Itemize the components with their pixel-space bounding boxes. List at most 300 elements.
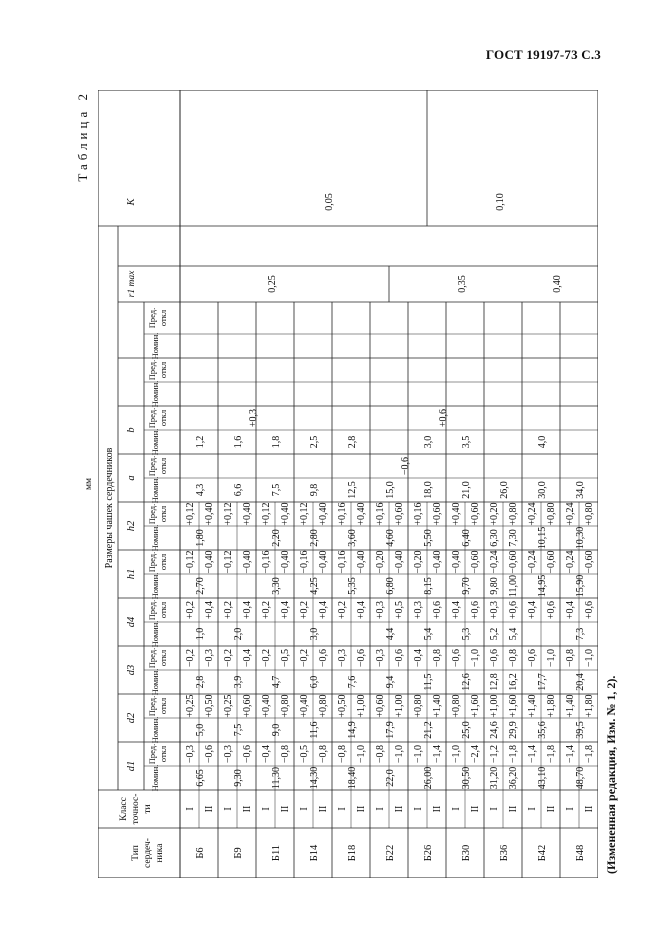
r1-value: 0,40 [552,275,563,293]
h1-deviation: −0,20 [375,550,386,574]
h1-deviation: −0,16 [261,550,272,574]
d4-deviation: +0,4 [565,600,576,620]
d2-nominal: 25,0 [461,721,472,739]
header-nom: Номин. [150,716,160,744]
d4-deviation: +0,4 [318,600,329,620]
d3-nominal: 16,2 [508,673,519,691]
b-nominal: 3,0 [423,435,434,449]
d3-deviation: −0,3 [375,648,386,668]
d3-nominal: 7,6 [347,675,358,689]
d2-deviation: +0,80 [451,694,462,718]
header-a: a [126,475,137,481]
h1-nominal: 2,70 [195,577,206,595]
d4-deviation: +0,2 [299,600,310,620]
d1-deviation: −0,8 [375,744,386,764]
d2-deviation: +0,25 [223,694,234,718]
d4-deviation: +0,2 [337,600,348,620]
h2-deviation: +0,40 [356,502,367,526]
d3-deviation: −0,6 [356,648,367,668]
header-nom: Номин. [150,476,160,504]
d2-nominal: 9,0 [271,723,282,737]
b-deviation: +0,3 [248,408,259,428]
h2-nominal: 10,30 [575,526,586,550]
header-class: точнос- [131,793,141,825]
d2-deviation: +0,25 [185,694,196,718]
h1-deviation: −0,12 [223,550,234,574]
accuracy-class: I [413,807,424,811]
d4-deviation: +0,4 [204,600,215,620]
d3-deviation: −0,4 [242,648,253,668]
a-nominal: 34,0 [575,481,586,499]
h1-deviation: −0,16 [299,550,310,574]
d3-deviation: −0,2 [261,648,272,668]
a-nominal: 9,8 [309,483,320,497]
d2-nominal: 7,5 [233,723,244,737]
d3-nominal: 4,7 [271,675,282,689]
b-nominal: 1,8 [271,435,282,449]
h2-deviation: +0,12 [299,502,310,526]
d2-deviation: +0,50 [204,694,215,718]
h1-nominal: 5,35 [347,577,358,595]
d1-deviation: −2,4 [470,744,481,764]
h1-deviation: −0,24 [527,550,538,574]
header-K: K [126,198,137,206]
d3-deviation: −0,2 [185,648,196,668]
d1-deviation: −1,4 [527,744,538,764]
d4-deviation: +0,2 [185,600,196,620]
accuracy-class: I [261,807,272,811]
accuracy-class: II [318,805,329,813]
d1-deviation: −1,4 [432,744,443,764]
a-nominal: 15,0 [385,481,396,499]
header-nom: Номин. [150,524,160,552]
header-nom: Номин. [150,620,160,648]
d1-deviation: −0,3 [223,744,234,764]
d2-deviation: +1,80 [584,694,595,718]
header-r1max: r1 max [127,270,137,298]
d4-nominal: 5,4 [423,627,434,641]
accuracy-class: II [546,805,557,813]
h2-deviation: +0,40 [242,502,253,526]
a-nominal: 4,3 [195,483,206,497]
header-b: b [126,427,137,433]
accuracy-class: II [204,805,215,813]
h2-deviation: +0,24 [527,502,538,526]
h2-nominal: 5,50 [423,529,434,547]
d4-deviation: +0,5 [394,600,405,620]
d2-deviation: +0,80 [413,694,424,718]
header-type: сердеч- [143,838,153,868]
d3-nominal: 12,8 [489,673,500,691]
d3-nominal: 20,4 [575,673,586,691]
h1-nominal: 6,80 [385,577,396,595]
core-type: Б26 [423,844,434,862]
r1-value: 0,35 [457,275,468,293]
d2-nominal: 14,9 [347,721,358,739]
h1-deviation: −0,40 [280,550,291,574]
accuracy-class: I [185,807,196,811]
d3-deviation: −0,6 [451,648,462,668]
accuracy-class: I [375,807,386,811]
a-nominal: 12,5 [347,481,358,499]
header-dev: Пред. [147,551,157,573]
h1-deviation: −0,20 [413,550,424,574]
h1-deviation: −0,40 [242,550,253,574]
header-dev: откл [158,601,168,619]
d3-nominal: 12,6 [461,673,472,691]
d4-deviation: +0,4 [451,600,462,620]
h1-deviation: −0,40 [356,550,367,574]
h1-deviation: −0,40 [318,550,329,574]
header-dev: Пред. [147,359,157,381]
d1-nominal: 9,30 [233,769,244,787]
d3-nominal: 2,8 [195,675,206,689]
d1-nominal: 18,40 [347,766,358,790]
h2-deviation: +0,80 [546,502,557,526]
d1-deviation: −0,8 [280,744,291,764]
core-type: Б18 [347,844,358,862]
h1-deviation: −0,60 [584,550,595,574]
core-type: Б36 [499,844,510,862]
h1-nominal: 14,95 [537,574,548,598]
d3-deviation: −0,2 [223,648,234,668]
d1-deviation: −1,2 [489,744,500,764]
b-nominal: 1,2 [195,435,206,449]
d1-nominal: 6,65 [195,769,206,787]
d2-nominal: 35,6 [537,721,548,739]
h2-deviation: +0,12 [223,502,234,526]
d3-nominal: 11,5 [423,673,434,691]
header-d2: d2 [126,712,137,724]
accuracy-class: I [223,807,234,811]
h2-deviation: +0,20 [489,502,500,526]
d2-deviation: +0,40 [261,694,272,718]
core-type: Б11 [271,844,282,862]
d3-deviation: −0,6 [527,648,538,668]
h1-deviation: −0,16 [337,550,348,574]
d1-deviation: −1,8 [546,744,557,764]
d2-deviation: +0,80 [280,694,291,718]
d1-deviation: −1,8 [584,744,595,764]
accuracy-class: I [489,807,500,811]
d1-nominal: 36,20 [508,766,519,790]
h2-deviation: +0,40 [204,502,215,526]
h1-deviation: −0,60 [508,550,519,574]
header-dev: Пред. [147,407,157,429]
b-nominal: 1,6 [233,435,244,449]
d2-deviation: +0,40 [299,694,310,718]
b-deviation: +0,6 [438,408,449,428]
h1-deviation: −0,40 [432,550,443,574]
header-dev: Пред. [147,647,157,669]
h2-deviation: +0,60 [432,502,443,526]
header-d1: d1 [126,760,137,772]
header-dev: откл [158,505,168,523]
h2-deviation: +0,60 [394,502,405,526]
b-nominal: 2,8 [347,435,358,449]
header-dev: откл [158,553,168,571]
d4-nominal: 1,0 [195,627,206,641]
d2-deviation: +1,80 [546,694,557,718]
d3-deviation: −0,6 [394,648,405,668]
d2-deviation: +1,00 [356,694,367,718]
header-dev: Пред. [147,503,157,525]
a-nominal: 6,6 [233,483,244,497]
h2-nominal: 1,80 [195,529,206,547]
d3-deviation: −0,8 [432,648,443,668]
d4-nominal: 7,3 [575,627,586,641]
header-dev: Пред. [147,455,157,477]
d1-deviation: −1,0 [451,744,462,764]
d2-nominal: 24,6 [489,721,500,739]
d2-deviation: +0,60 [242,694,253,718]
a-nominal: 18,0 [423,481,434,499]
accuracy-class: I [299,807,310,811]
accuracy-class: II [508,805,519,813]
d3-deviation: −0,3 [337,648,348,668]
h2-nominal: 3,60 [347,529,358,547]
d1-deviation: −1,8 [508,744,519,764]
core-type: Б9 [233,847,244,859]
d2-nominal: 5,0 [195,723,206,737]
header-dev: Пред. [147,307,157,329]
accuracy-class: II [242,805,253,813]
d3-deviation: −1,0 [584,648,595,668]
h1-deviation: −0,40 [451,550,462,574]
d2-nominal: 39,5 [575,721,586,739]
header-nom: Номин. [150,668,160,696]
d1-nominal: 11,30 [271,766,282,790]
h2-deviation: +0,40 [318,502,329,526]
h1-deviation: −0,60 [470,550,481,574]
h1-nominal: 11,00 [508,574,519,598]
d3-nominal: 6,0 [309,675,320,689]
h1-nominal: 9,70 [461,577,472,595]
d1-deviation: −0,5 [299,744,310,764]
b-nominal: 2,5 [309,435,320,449]
h1-nominal: 9,80 [489,577,500,595]
dimension-table [98,90,598,878]
d3-deviation: −0,8 [508,648,519,668]
header-group: Размеры чашек сердечников [104,447,115,569]
d4-deviation: +0,2 [261,600,272,620]
h2-nominal: 4,60 [385,529,396,547]
d1-nominal: 48,70 [575,766,586,790]
page-header: ГОСТ 19197-73 С.3 [485,47,601,62]
d3-deviation: −1,0 [546,648,557,668]
h1-deviation: −0,24 [489,550,500,574]
d4-deviation: +0,3 [375,600,386,620]
core-type: Б22 [385,844,396,862]
accuracy-class: II [470,805,481,813]
d4-deviation: +0,2 [223,600,234,620]
d3-deviation: −1,0 [470,648,481,668]
d4-nominal: 5,4 [508,627,519,641]
core-type: Б14 [309,844,320,862]
header-dev: откл [158,409,168,427]
header-nom: Номин. [150,572,160,600]
b-nominal: 3,5 [461,435,472,449]
d4-deviation: +0,3 [413,600,424,620]
d4-deviation: +0,4 [242,600,253,620]
d2-deviation: +1,60 [470,694,481,718]
d3-deviation: −0,3 [204,648,215,668]
d4-nominal: 3,0 [309,627,320,641]
d3-deviation: −0,2 [299,648,310,668]
h1-deviation: −0,40 [204,550,215,574]
h1-nominal: 8,15 [423,577,434,595]
header-dev: откл [158,361,168,379]
h2-deviation: +0,16 [337,502,348,526]
header-nom: Номин. [150,764,160,792]
d1-nominal: 43,10 [537,766,548,790]
h2-nominal: 6,40 [461,529,472,547]
d1-nominal: 31,20 [489,766,500,790]
d3-deviation: −0,5 [280,648,291,668]
unit-label: мм [84,477,94,491]
a-nominal: 7,5 [271,483,282,497]
h2-deviation: +0,24 [565,502,576,526]
d4-deviation: +0,4 [280,600,291,620]
d4-nominal: 2,0 [233,627,244,641]
d4-nominal: 5,2 [489,627,500,641]
h1-deviation: −0,12 [185,550,196,574]
r1-value: 0,25 [267,275,278,293]
d2-deviation: +1,00 [489,694,500,718]
d1-nominal: 22,0 [385,769,396,787]
header-d3: d3 [126,664,137,676]
table-caption: Таблица 2 [75,90,90,182]
d2-deviation: +1,00 [394,694,405,718]
d3-nominal: 3,9 [233,675,244,689]
h1-deviation: −0,24 [565,550,576,574]
accuracy-class: II [280,805,291,813]
header-nom: Номин. [150,380,160,408]
d2-nominal: 17,9 [385,721,396,739]
d2-nominal: 21,2 [423,721,434,739]
h1-nominal: 4,25 [309,577,320,595]
h1-nominal: 15,90 [575,574,586,598]
header-dev: откл [158,697,168,715]
d2-deviation: +0,80 [318,694,329,718]
d3-deviation: −0,4 [413,648,424,668]
d4-nominal: 5,3 [461,627,472,641]
core-type: Б30 [461,844,472,862]
d4-deviation: +0,6 [546,600,557,620]
h2-deviation: +0,80 [508,502,519,526]
h2-nominal: 6,30 [489,529,500,547]
d4-deviation: +0,6 [432,600,443,620]
header-dev: Пред. [147,743,157,765]
header-type: Тип [131,845,141,861]
header-class: ти [143,804,153,814]
d2-deviation: +1,60 [508,694,519,718]
footnote: (Измененная редакция, Изм. № 1, 2). [604,675,618,874]
d3-nominal: 17,7 [537,673,548,691]
header-type: ника [155,843,165,863]
d2-nominal: 29,9 [508,721,519,739]
h2-nominal: 7,30 [508,529,519,547]
b-nominal: 4,0 [537,435,548,449]
h1-deviation: −0,60 [546,550,557,574]
d4-deviation: +0,6 [470,600,481,620]
accuracy-class: II [584,805,595,813]
d4-nominal: 4,4 [385,627,396,641]
core-type: Б42 [537,844,548,862]
d1-nominal: 14,30 [309,766,320,790]
header-d4: d4 [126,616,137,628]
d4-deviation: +0,6 [508,600,519,620]
d3-deviation: −0,6 [318,648,329,668]
a-nominal: 30,0 [537,481,548,499]
h2-deviation: +0,40 [280,502,291,526]
accuracy-class: I [527,807,538,811]
header-nom: Номин. [150,428,160,456]
accuracy-class: II [432,805,443,813]
d1-deviation: −1,0 [394,744,405,764]
header-h1: h1 [126,568,137,580]
d2-deviation: +1,40 [432,694,443,718]
K-value: 0,10 [495,193,506,211]
header-dev: откл [158,457,168,475]
d4-deviation: +0,4 [527,600,538,620]
d3-deviation: −0,8 [565,648,576,668]
header-class: Класс [119,797,129,821]
a-nominal: 26,0 [499,481,510,499]
header-dev: откл [158,649,168,667]
accuracy-class: II [394,805,405,813]
h2-nominal: 2,80 [309,529,320,547]
h2-deviation: +0,80 [584,502,595,526]
d1-deviation: −0,8 [318,744,329,764]
h1-nominal: 3,30 [271,577,282,595]
d4-deviation: +0,3 [489,600,500,620]
h1-deviation: −0,40 [394,550,405,574]
header-dev: Пред. [147,695,157,717]
header-dev: откл [158,309,168,327]
d1-deviation: −0,3 [185,744,196,764]
header-dev: Пред. [147,599,157,621]
d1-deviation: −0,4 [261,744,272,764]
d1-deviation: −1,0 [356,744,367,764]
d2-deviation: +1,40 [565,694,576,718]
d1-nominal: 30,50 [461,766,472,790]
h2-nominal: 2,20 [271,529,282,547]
d3-nominal: 9,4 [385,675,396,689]
header-nom: Номин. [150,332,160,360]
header-h2: h2 [126,520,137,532]
d4-deviation: +0,4 [356,600,367,620]
h2-nominal: 10,15 [537,526,548,550]
accuracy-class: I [337,807,348,811]
accuracy-class: II [356,805,367,813]
d2-deviation: +0,60 [375,694,386,718]
h2-deviation: +0,12 [185,502,196,526]
core-type: Б6 [195,847,206,859]
header-dev: откл [158,745,168,763]
accuracy-class: I [451,807,462,811]
h2-deviation: +0,12 [261,502,272,526]
d1-deviation: −1,4 [565,744,576,764]
d1-deviation: −0,8 [337,744,348,764]
h2-deviation: +0,40 [451,502,462,526]
d2-nominal: 11,6 [309,721,320,739]
a-deviation: −0,6 [400,456,411,476]
d1-nominal: 26,00 [423,766,434,790]
h2-deviation: +0,16 [413,502,424,526]
a-nominal: 21,0 [461,481,472,499]
d4-deviation: +0,6 [584,600,595,620]
